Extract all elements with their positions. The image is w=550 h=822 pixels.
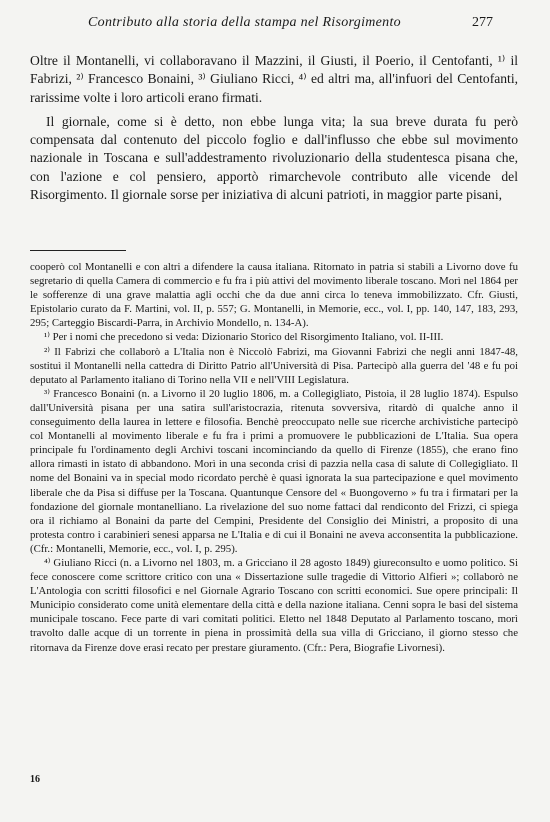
- footnote-1: ¹⁾ Per i nomi che precedono si veda: Dizionario Storico del Risorgimento Italiano, vol. II-III.: [44, 331, 444, 344]
- footnote-4: ⁴⁾ Giuliano Ricci (n. a Livorno nel 1803, m. a Gricciano il 28 agosto 1849) giureconsulto e uomo politico. Si fece conoscere come scrittore critico con una « Dissertazione sulle tragedie di Vittorio Alfieri »; collaborò ne L'Antologia con scritti filosofici e nel Giornale Agrario Toscano con scritti economici. Sue opere principali: Il Municipio considerato come unità elementare della città e della nazione italiana. Cenni sopra le basi del sistema municipale toscano. Fece parte di vari comitati politici. Eletto nel 1848 Deputato al Parlamento toscano, morì travolto dalle acque di un torrente in piena in prossimità della sua villa di Gricciano, il giorno stesso che ritornava da Firenze dove erasi recato per prestare giuramento. (Cfr.: Pera, Biografie Livornesi).: [30, 556, 518, 654]
- main-paragraph-1: Oltre il Montanelli, vi collaboravano il Mazzini, il Giusti, il Poerio, il Centofanti, ¹⁾ il Fabrizi, ²⁾ Francesco Bonaini, ³⁾ Giuliano Ricci, ⁴⁾ ed altri ma, all'infuori del Centofanti, rarissime volte i loro articoli erano firmati.: [30, 53, 518, 105]
- footnote-continuation: cooperò col Montanelli e con altri a difendere la causa italiana. Ritornato in patria si stabilì a Livorno dove fu segretario di quella Camera di commercio e fu fra i più attivi del movimento liberale toscano. Morì nel 1864 per le sofferenze di una grave malattia agli occhi che da due anni circa lo teneva immobilizzato. Cfr. Giusti, Epistolario curato da F. Martini, vol. II, p. 557; G. Montanelli, in Memorie, ecc., vol. I, pp. 140, 147, 183, 293, 295; Carteggio Biscardi-Parra, in Archivio Mondello, n. 134-A).: [30, 261, 518, 330]
- main-text: [30, 52, 518, 204]
- page-number: 277: [472, 15, 493, 30]
- main-paragraph-2: Il giornale, come si è detto, non ebbe lunga vita; la sua breve durata fu però compensata dal contenuto del piccolo foglio e dall'influsso che ebbe sul movimento nazionale in Toscana e sull'addestramento rivoluzionario della studentesca pisana che, con l'azione e col pensiero, apportò rimarchevole contributo alle vicende del Risorgimento. Il giornale sorse per iniziativa di alcuni patrioti, in maggior parte pisani,: [30, 113, 518, 203]
- footnote-2: ²⁾ Il Fabrizi che collaborò a L'Italia non è Niccolò Fabrizi, ma Giovanni Fabrizi che negli anni 1847-48, sostituì il Montanelli nella cattedra di Diritto Patrio all'Università di Pisa. Partecipò alla guerra del '48 e fu poi deputato al Parlamento italiano di Torino nella VII e nell'VIII Legislatura.: [30, 345, 518, 386]
- footnote-separator: [30, 250, 126, 251]
- footnote-3: ³⁾ Francesco Bonaini (n. a Livorno il 20 luglio 1806, m. a Collegigliato, Pistoia, il 28 luglio 1874). Espulso dall'Università pisana per una satira sull'aristocrazia, ritenuta sovversiva, ritardò di qualche anno il conseguimento della laurea in lettere e filosofia. Benchè preoccupato nelle sue ricerche archivistiche partecipò col Montanelli al movimento liberale e fu fra i primi a promuovere le pubblicazioni de L'Italia. Sua opera principale fu l'ordinamento degli Archivi toscani incominciando da quello di Firenze (1855), che erano fino allora rimasti in istato di abbandono. Morì in una seconda crisi di pazzia nella casa di salute di Collegigliato. Il nome del Bonaini va in special modo ricordato perchè è quasi ignorata la sua partecipazione e quel movimento liberale che da Pisa si diffuse per la Toscana. Quantunque Censore del « Buongoverno » fu tra i firmatari per la fondazione del giornale montanelliano. La rivelazione del suo nome fattaci dal rendiconto del Frizzi, ci spiega ora il richiamo al Bonaini da parte del Cempini, Presidente del Consiglio dei Ministri, a proposito di una protesta contro i carabinieri senesi apparsa ne L'Italia e di cui il Bonaini ne aveva acconsentita la pubblicazione. (Cfr.: Montanelli, Memorie, ecc., vol. I, p. 295).: [30, 387, 518, 555]
- signature-mark: 16: [30, 774, 40, 785]
- running-header: Contributo alla storia della stampa nel Risorgimento: [88, 15, 401, 30]
- footnotes: [30, 260, 518, 655]
